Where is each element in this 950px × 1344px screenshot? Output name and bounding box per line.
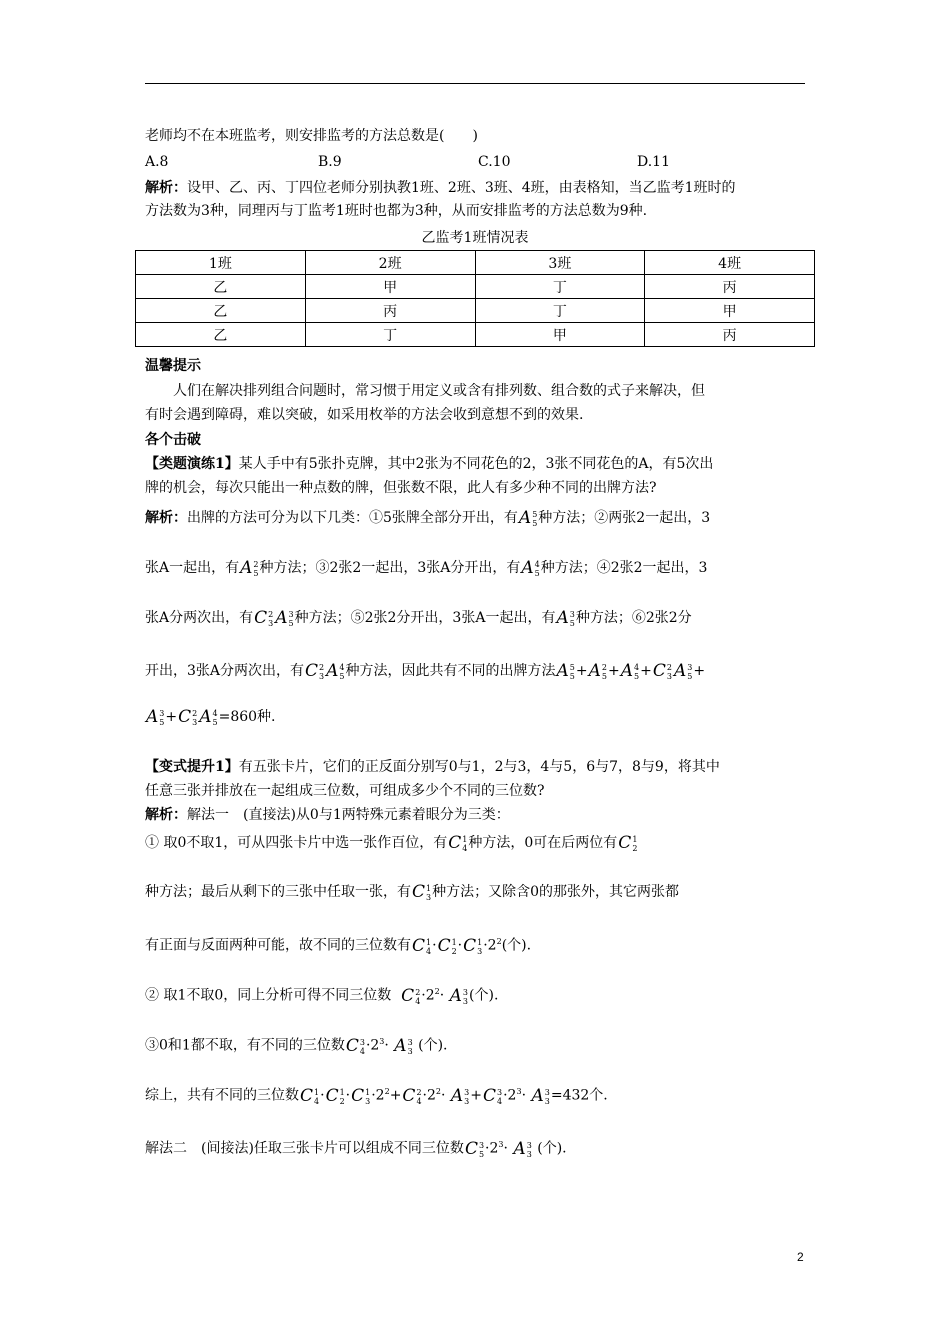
ex2-case-2: ② 取1不取0，同上分析可得不同三位数 C 2 4 $\cdot 2^2\cdot A$ 3 3 (个). xyxy=(145,985,499,1006)
ex1-sol-line-5: A 3 5 +C 2 3 A 4 5 =860种. xyxy=(146,707,276,727)
ex2-case-3: ③0和1都不取，有不同的三位数C 3 4 $\cdot 2^3\cdot A$ 3 3 (个). xyxy=(145,1035,448,1056)
table-cell: 甲 xyxy=(305,275,475,299)
table-cell: 丁 xyxy=(475,299,645,323)
table-cell: 乙 xyxy=(136,275,306,299)
table-header: 1班 xyxy=(136,251,306,275)
table-cell: 甲 xyxy=(645,299,815,323)
tip-line-2: 有时会遇到障碍，难以突破，如采用枚举的方法会收到意想不到的效果. xyxy=(145,407,584,423)
option-b: B.9 xyxy=(318,154,342,170)
option-c: C.10 xyxy=(478,154,511,170)
solution-line-2: 方法数为3种，同理丙与丁监考1班时也都为3种，从而安排监考的方法总数为9种. xyxy=(145,203,648,219)
section-title: 各个击破 xyxy=(145,432,201,448)
perm-a-5-3: A 3 5 xyxy=(556,608,575,628)
table-header: 3班 xyxy=(475,251,645,275)
header-rule xyxy=(145,83,805,84)
ex1-sol-line-3: 张A分两次出，有C 2 3 A 3 5 种方法；⑤2张2分开出，3张A一起出，有A 3 5 种方法；⑥2张2分 xyxy=(145,608,692,628)
perm-a-5-3: A 3 5 xyxy=(275,608,294,628)
table-cell: 丁 xyxy=(475,275,645,299)
solution-label: 解析： xyxy=(145,180,187,196)
table-cell: 丁 xyxy=(305,323,475,347)
table-row xyxy=(136,323,815,347)
table-cell: 丙 xyxy=(645,275,815,299)
table-row xyxy=(136,299,815,323)
perm-a-5-5: A 5 5 xyxy=(518,508,538,528)
ex1-sol-line-2: 张A一起出，有A 2 5 种方法；③2张2一起出，3张A分开出，有A 4 5 种方法；④2张2一起出，3 xyxy=(145,558,708,578)
table-header-row xyxy=(136,251,815,275)
ex2-summary: 综上，共有不同的三位数C 1 4 ·C 1 2 ·C 1 3 $\cdot 2^2+C$ 2 4 $\cdot 2^2\cdot A$ 3 3 +C 3 4 $\cdot 2^3\cdot A$ 3 3 =432个. xyxy=(145,1085,608,1106)
perm-a-5-2: A 2 5 xyxy=(240,558,259,578)
option-a: A.8 xyxy=(145,154,169,170)
perm-a-5-4: A 4 5 xyxy=(521,558,540,578)
option-d: D.11 xyxy=(637,154,670,170)
tip-line-1: 人们在解决排列组合问题时，常习惯于用定义或含有排列数、组合数的式子来解决，但 xyxy=(173,383,705,399)
tip-title: 温馨提示 xyxy=(145,358,201,374)
table-cell: 丙 xyxy=(645,323,815,347)
page-number: 2 xyxy=(797,1250,804,1264)
solution-line-1: 解析：设甲、乙、丙、丁四位老师分别执教1班、2班、3班、4班，由表格知，当乙监考1班时的 xyxy=(145,180,736,196)
ex2-case-1-line-2: 种方法；最后从剩下的三张中任取一张，有C 1 3 种方法；又除含0的那张外，其它两张都 xyxy=(145,882,680,902)
table-header: 2班 xyxy=(305,251,475,275)
table-row xyxy=(136,275,815,299)
ex2-case-1-line-1: ① 取0不取1，可从四张卡片中选一张作百位，有C 1 4 种方法，0可在后两位有C 1 2 xyxy=(145,833,638,853)
ex2-case-1-line-3: 有正面与反面两种可能，故不同的三位数有C 1 4 ·C 1 2 ·C 1 3 $\cdot 2^2$(个). xyxy=(145,935,532,956)
ex2-label: 【变式提升1】 xyxy=(145,759,239,775)
question-tail: 老师均不在本班监考，则安排监考的方法总数是( ) xyxy=(145,128,478,144)
table-cell: 甲 xyxy=(475,323,645,347)
ex1-sol-line-1: 解析：出牌的方法可分为以下几类：①5张牌全部分开出，有A 5 5 种方法；②两张2一起出，3 xyxy=(145,508,711,528)
table-caption: 乙监考1班情况表 xyxy=(421,230,529,246)
table-cell: 乙 xyxy=(136,323,306,347)
ex1-label: 【类题演练1】 xyxy=(145,456,239,472)
ex2-line-1: 【变式提升1】有五张卡片，它们的正反面分别写0与1，2与3，4与5，6与7，8与9，将其中 xyxy=(145,759,720,775)
ex1-line-2: 牌的机会，每次只能出一种点数的牌，但张数不限，此人有多少种不同的出牌方法? xyxy=(145,480,657,496)
table-cell: 乙 xyxy=(136,299,306,323)
ex1-sol-line-4: 开出，3张A分两次出，有C 2 3 A 4 5 种方法，因此共有不同的出牌方法A 5 5 +A 2 5 +A 4 5 +C 2 3 A 3 5 + xyxy=(145,661,706,681)
ex2-method-2: 解法二 (间接法)任取三张卡片可以组成不同三位数C 3 5 $\cdot 2^3\cdot A$ 3 3 (个). xyxy=(145,1138,567,1159)
ex2-line-2: 任意三张并排放在一起组成三位数，可组成多少个不同的三位数? xyxy=(145,783,545,799)
ex1-line-1: 【类题演练1】某人手中有5张扑克牌，其中2张为不同花色的2，3张不同花色的A，有5次出 xyxy=(145,456,714,472)
supervision-table xyxy=(135,250,815,347)
ex2-sol-method-1: 解析：解法一 (直接法)从0与1两特殊元素着眼分为三类： xyxy=(145,807,510,823)
comb-c-3-2: C 2 3 xyxy=(254,608,274,628)
table-cell: 丙 xyxy=(305,299,475,323)
table-header: 4班 xyxy=(645,251,815,275)
